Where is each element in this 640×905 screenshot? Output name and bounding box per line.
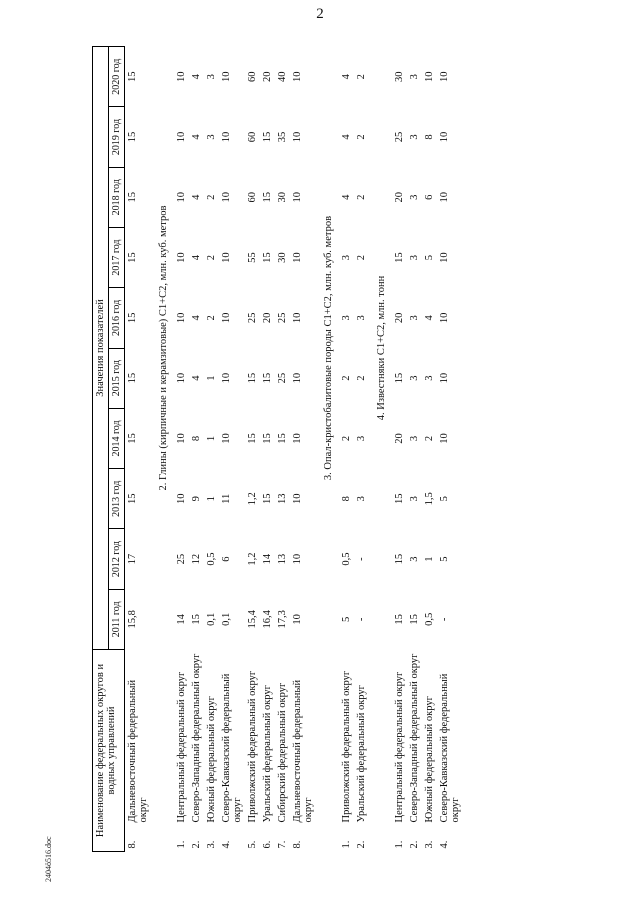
year-header: 2015 год	[109, 348, 125, 408]
value-cell: 4	[191, 194, 202, 200]
table-row	[245, 47, 260, 852]
year-header: 2013 год	[109, 469, 125, 529]
value-cell: -	[439, 617, 450, 622]
section-heading-row	[369, 47, 392, 852]
value-cell: 10	[292, 493, 303, 505]
value-cell: 10	[439, 131, 450, 143]
value-cell: 4	[191, 375, 202, 381]
value-cell: 15	[277, 433, 288, 444]
value-cell: 17	[127, 553, 138, 565]
value-cell: 3	[409, 435, 420, 442]
value-cell: 20	[394, 433, 405, 444]
value-cell: 10	[221, 192, 232, 203]
row-number: 5.	[247, 840, 258, 849]
value-cell: 4	[191, 254, 202, 261]
district-name: Дальневосточный федеральный округ	[127, 679, 149, 823]
value-cell: 15	[127, 71, 138, 82]
district-name: Северо-Кавказский федеральный округ	[221, 673, 243, 823]
value-cell: 60	[247, 131, 258, 143]
row-number: 7.	[277, 840, 288, 849]
value-cell: 10	[221, 433, 232, 444]
table-row	[125, 47, 152, 852]
value-cell: 15	[127, 252, 138, 263]
table-row	[275, 47, 290, 852]
district-name: Северо-Кавказский федеральный округ	[439, 673, 461, 823]
value-cell: 15	[394, 372, 405, 384]
value-cell: 6	[221, 556, 232, 562]
value-cell: 3	[356, 496, 367, 502]
district-name: Южный федеральный округ	[206, 696, 217, 823]
value-cell: 3	[424, 375, 435, 381]
value-cell: 2	[356, 134, 367, 140]
value-cell: 4	[191, 315, 202, 321]
value-cell: 0,1	[221, 612, 232, 626]
value-cell: 3	[356, 315, 367, 321]
value-cell: 15	[262, 192, 273, 203]
rotated-table-container	[92, 47, 640, 852]
value-cell: 25	[176, 553, 187, 565]
table-row	[219, 47, 245, 852]
value-cell: 1,5	[424, 492, 435, 506]
value-cell: 2	[356, 375, 367, 381]
value-cell: 10	[439, 312, 450, 324]
value-cell: 3	[206, 134, 217, 140]
table-row	[437, 47, 463, 852]
value-cell: 10	[424, 71, 435, 82]
value-cell: 15	[262, 131, 273, 143]
document-footer: 2404ö516.doc	[44, 836, 53, 882]
value-cell: 10	[176, 71, 187, 82]
value-cell: 30	[277, 192, 288, 203]
value-cell: 10	[221, 131, 232, 143]
value-cell: 10	[292, 614, 303, 625]
row-number: 1.	[176, 840, 187, 849]
value-cell: 15	[127, 493, 138, 505]
row-number: 2.	[191, 840, 202, 849]
year-header: 2018 год	[109, 167, 125, 227]
value-cell: 60	[247, 71, 258, 82]
value-cell: 10	[176, 312, 187, 324]
table-row	[260, 47, 275, 852]
value-cell: 3	[409, 254, 420, 261]
row-number: 2.	[409, 840, 420, 849]
value-cell: 2	[341, 375, 352, 381]
section-title: 4. Известняки С1+С2, млн. тонн	[376, 275, 387, 421]
district-name: Приволжский федеральный округ	[247, 670, 258, 823]
value-cell: -	[356, 557, 367, 561]
section-spacer	[369, 650, 392, 852]
value-cell: 4	[424, 315, 435, 321]
indicators-table	[92, 46, 463, 852]
value-cell: 10	[176, 372, 187, 384]
value-cell: 15	[394, 553, 405, 565]
value-cell: 10	[439, 433, 450, 444]
value-cell: 25	[394, 131, 405, 143]
row-number: 1.	[394, 840, 405, 849]
value-cell: 30	[394, 71, 405, 82]
value-cell: 10	[292, 312, 303, 324]
value-cell: 15	[127, 131, 138, 143]
value-cell: 2	[356, 74, 367, 80]
value-cell: 6	[424, 194, 435, 200]
row-number: 3.	[424, 840, 435, 849]
value-cell: 15	[262, 252, 273, 263]
value-cell: 2	[356, 254, 367, 261]
value-cell: 10	[176, 192, 187, 203]
value-cell: 10	[292, 433, 303, 444]
value-cell: 10	[221, 252, 232, 263]
value-cell: 15	[262, 433, 273, 444]
value-cell: 13	[277, 493, 288, 505]
district-name: Центральный федеральный округ	[394, 671, 405, 823]
value-cell: 10	[221, 71, 232, 82]
row-number: 8.	[292, 840, 303, 849]
value-cell: 3	[409, 496, 420, 502]
value-cell: 10	[439, 372, 450, 384]
row-number: 4.	[221, 840, 232, 849]
row-number: 1.	[341, 840, 352, 849]
value-cell: 2	[356, 194, 367, 200]
value-cell: 5	[439, 556, 450, 562]
value-cell: 4	[341, 74, 352, 80]
value-cell: 40	[277, 71, 288, 82]
value-cell: 1	[424, 556, 435, 562]
value-cell: 15	[247, 372, 258, 384]
table-row	[204, 47, 219, 852]
value-cell: 4	[191, 134, 202, 140]
value-cell: 55	[247, 252, 258, 263]
value-cell: 15	[262, 493, 273, 505]
value-cell: 15	[394, 493, 405, 505]
value-cell: 1,2	[247, 492, 258, 506]
value-cell: 30	[277, 252, 288, 263]
district-name: Центральный федеральный округ	[176, 671, 187, 823]
value-cell: 8	[424, 134, 435, 140]
value-cell: 5	[439, 496, 450, 502]
value-cell: 15	[127, 372, 138, 384]
value-cell: 4	[341, 194, 352, 200]
value-cell: 3	[409, 134, 420, 140]
row-number: 2.	[356, 840, 367, 849]
value-cell: 13	[277, 553, 288, 565]
value-cell: 25	[247, 312, 258, 324]
value-cell: 1	[206, 435, 217, 442]
section-title: 2. Глины (кирпичные и керамзитовые) С1+С2, млн. куб. метров	[158, 205, 169, 491]
value-cell: 16,4	[262, 610, 273, 629]
value-cell: 1	[206, 375, 217, 381]
value-cell: 15	[262, 372, 273, 384]
district-name: Южный федеральный округ	[424, 696, 435, 823]
table-row	[339, 47, 354, 852]
section-spacer	[316, 650, 339, 852]
value-cell: 10	[292, 553, 303, 565]
value-cell: 20	[394, 192, 405, 203]
district-name: Приволжский федеральный округ	[341, 670, 352, 823]
value-cell: 9	[191, 496, 202, 502]
row-number: 3.	[206, 840, 217, 849]
district-name: Уральский федеральный округ	[262, 685, 273, 823]
value-cell: 15,4	[247, 610, 258, 629]
value-cell: 15,8	[127, 610, 138, 629]
value-cell: 10	[292, 192, 303, 203]
value-cell: 10	[221, 372, 232, 384]
year-header: 2020 год	[109, 47, 125, 107]
value-cell: 2	[341, 435, 352, 442]
value-cell: 3	[409, 315, 420, 321]
value-cell: 3	[409, 74, 420, 80]
value-cell: 10	[439, 252, 450, 263]
value-cell: 15	[127, 433, 138, 444]
value-cell: 8	[341, 496, 352, 502]
value-cell: 4	[191, 74, 202, 80]
value-cell: 3	[409, 194, 420, 200]
year-header: 2016 год	[109, 288, 125, 348]
year-header: 2014 год	[109, 408, 125, 468]
table-row	[174, 47, 189, 852]
section-heading-row	[151, 47, 174, 852]
section-heading-row	[316, 47, 339, 852]
name-column-header: Наименование федеральных округов и водных управлений	[93, 650, 125, 852]
value-cell: 14	[176, 614, 187, 625]
value-cell: 15	[191, 614, 202, 625]
value-cell: 10	[292, 131, 303, 143]
table-row	[407, 47, 422, 852]
table-row	[392, 47, 407, 852]
value-cell: 10	[439, 71, 450, 82]
value-cell: 10	[176, 131, 187, 143]
value-cell: 10	[292, 252, 303, 263]
value-cell: 15	[127, 192, 138, 203]
value-cell: 5	[341, 616, 352, 622]
value-cell: 3	[341, 254, 352, 261]
value-cell: 0,5	[341, 552, 352, 566]
table-row	[290, 47, 316, 852]
value-cell: 5	[424, 254, 435, 261]
value-cell: 3	[341, 315, 352, 321]
district-name: Уральский федеральный округ	[356, 685, 367, 823]
value-cell: 3	[409, 375, 420, 381]
value-cell: 10	[292, 71, 303, 82]
value-cell: 20	[262, 312, 273, 324]
value-cell: 10	[292, 372, 303, 384]
value-cell: 8	[191, 435, 202, 442]
value-cell: 2	[206, 194, 217, 200]
district-name: Дальневосточный федеральный округ	[292, 679, 314, 823]
row-number: 8.	[127, 840, 138, 849]
value-cell: 10	[176, 433, 187, 444]
value-cell: 15	[127, 312, 138, 324]
year-header: 2017 год	[109, 227, 125, 287]
value-cell: 2	[424, 435, 435, 442]
value-cell: 1,2	[247, 552, 258, 566]
value-cell: 1	[206, 496, 217, 502]
value-cell: -	[356, 617, 367, 622]
table-row	[422, 47, 437, 852]
row-number: 4.	[439, 840, 450, 849]
value-cell: 35	[277, 131, 288, 143]
district-name: Сибирский федеральный округ	[277, 682, 288, 823]
value-cell: 15	[394, 614, 405, 625]
row-number: 6.	[262, 840, 273, 849]
value-cell: 17,3	[277, 610, 288, 629]
value-cell: 25	[277, 312, 288, 324]
district-name: Северо-Западный федеральный округ	[409, 653, 420, 823]
value-cell: 3	[206, 74, 217, 80]
value-cell: 10	[221, 312, 232, 324]
value-cell: 20	[262, 71, 273, 82]
values-column-header: Значения показателей	[93, 47, 109, 650]
value-cell: 10	[176, 252, 187, 263]
value-cell: 3	[409, 556, 420, 562]
district-name: Северо-Западный федеральный округ	[191, 653, 202, 823]
section-spacer	[151, 650, 174, 852]
value-cell: 10	[439, 192, 450, 203]
value-cell: 60	[247, 192, 258, 203]
value-cell: 25	[277, 372, 288, 384]
year-header: 2011 год	[109, 589, 125, 649]
value-cell: 0,5	[424, 612, 435, 626]
value-cell: 10	[176, 493, 187, 505]
section-title: 3. Опал-кристобалитовые породы С1+С2, млн. куб. метров	[323, 215, 334, 481]
value-cell: 0,1	[206, 612, 217, 626]
year-header: 2012 год	[109, 529, 125, 589]
value-cell: 3	[356, 435, 367, 442]
value-cell: 15	[394, 252, 405, 263]
value-cell: 15	[409, 614, 420, 625]
year-header: 2019 год	[109, 107, 125, 167]
value-cell: 2	[206, 315, 217, 321]
value-cell: 12	[191, 553, 202, 565]
table-row	[354, 47, 369, 852]
value-cell: 0,5	[206, 552, 217, 566]
page-number: 2	[316, 6, 324, 22]
value-cell: 20	[394, 312, 405, 324]
value-cell: 15	[247, 433, 258, 444]
value-cell: 4	[341, 134, 352, 140]
value-cell: 14	[262, 553, 273, 565]
value-cell: 11	[221, 493, 232, 504]
value-cell: 2	[206, 254, 217, 261]
table-row	[189, 47, 204, 852]
